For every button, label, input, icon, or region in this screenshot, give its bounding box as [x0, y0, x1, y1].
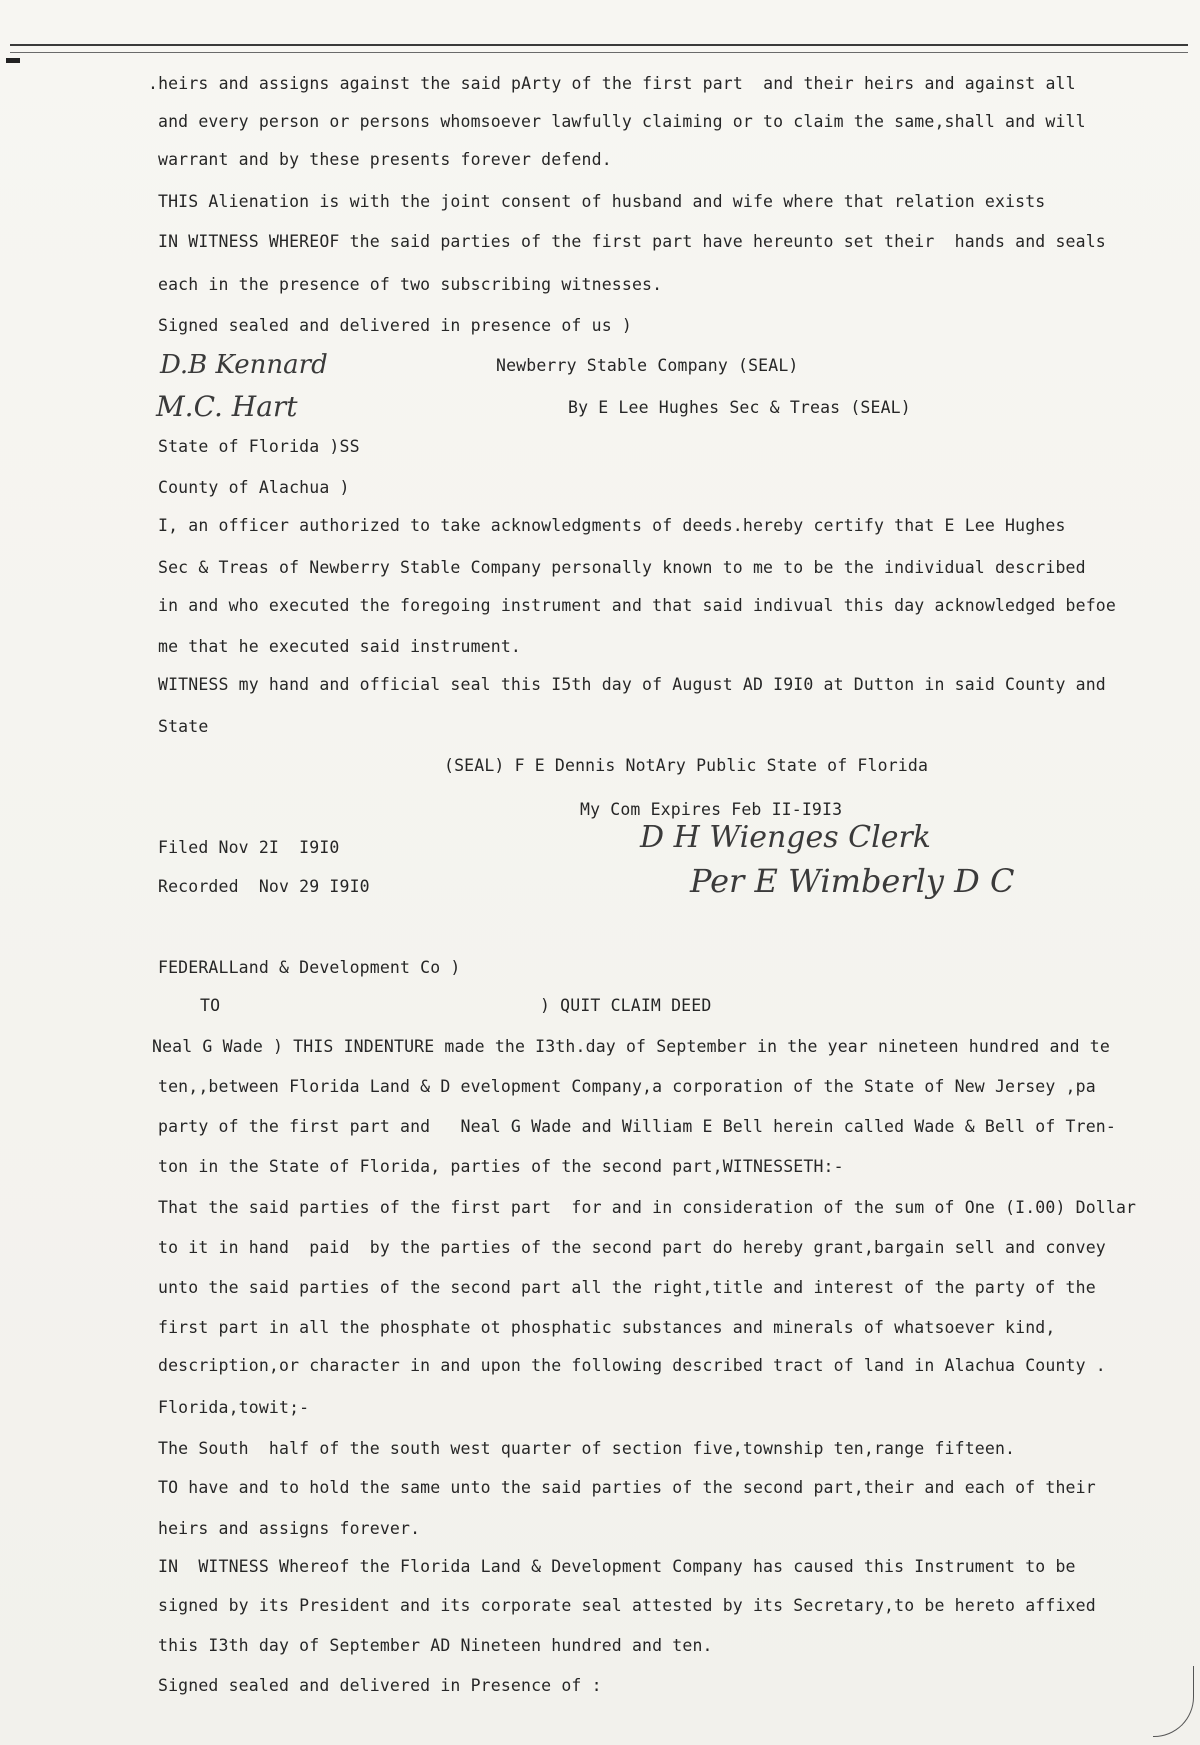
text-line: The South half of the south west quarter of section five,township ten,range fifteen. [158, 1439, 1016, 1458]
text-line: to it in hand paid by the parties of the second part do hereby grant,bargain sell and convey [158, 1238, 1106, 1257]
witness-signature-1: D.B Kennard [160, 350, 328, 380]
top-rule-secondary [10, 52, 1188, 53]
text-line: By E Lee Hughes Sec & Treas (SEAL) [568, 398, 911, 417]
text-line: FEDERALLand & Development Co ) [158, 958, 461, 977]
text-line: heirs and assigns forever. [158, 1519, 421, 1538]
text-line: ) QUIT CLAIM DEED [540, 996, 712, 1015]
text-line: TO have and to hold the same unto the said parties of the second part,their and each of their [158, 1478, 1096, 1497]
text-line: first part in all the phosphate ot phosphatic substances and minerals of whatsoever kind, [158, 1318, 1056, 1337]
text-line: party of the first part and Neal G Wade and William E Bell herein called Wade & Bell of Tren- [158, 1117, 1116, 1136]
text-line: Neal G Wade ) THIS INDENTURE made the I3th.day of September in the year nineteen hundred and te [152, 1037, 1110, 1056]
text-line: My Com Expires Feb II-I9I3 [580, 800, 843, 819]
text-line: unto the said parties of the second part all the right,title and interest of the party of the [158, 1278, 1096, 1297]
text-line: IN WITNESS WHEREOF the said parties of the first part have hereunto set their hands and seals [158, 232, 1106, 251]
text-line: Sec & Treas of Newberry Stable Company personally known to me to be the individual described [158, 558, 1086, 577]
text-line: THIS Alienation is with the joint consent of husband and wife where that relation exists [158, 192, 1046, 211]
text-line: signed by its President and its corporate seal attested by its Secretary,to be hereto affixed [158, 1596, 1096, 1615]
text-line: Signed sealed and delivered in presence of us ) [158, 316, 632, 335]
text-line: this I3th day of September AD Nineteen hundred and ten. [158, 1636, 713, 1655]
text-line: .heirs and assigns against the said pArty of the first part and their heirs and against all [148, 74, 1076, 93]
text-line: IN WITNESS Whereof the Florida Land & Development Company has caused this Instrument to be [158, 1557, 1076, 1576]
deputy-clerk-signature: Per E Wimberly D C [690, 862, 1015, 900]
text-line: Signed sealed and delivered in Presence of : [158, 1676, 602, 1695]
clerk-signature: D H Wienges Clerk [640, 820, 931, 855]
text-line: ten,,between Florida Land & D evelopment Company,a corporation of the State of New Jersey ,pa [158, 1077, 1096, 1096]
top-rule [10, 44, 1188, 46]
text-line: County of Alachua ) [158, 478, 350, 497]
text-line: warrant and by these presents forever defend. [158, 150, 612, 169]
witness-signature-2: M.C. Hart [156, 390, 298, 423]
text-line: Recorded Nov 29 I9I0 [158, 877, 370, 896]
text-line: Newberry Stable Company (SEAL) [496, 356, 799, 375]
text-line: each in the presence of two subscribing witnesses. [158, 275, 663, 294]
text-line: State [158, 717, 209, 736]
text-line: Filed Nov 2I I9I0 [158, 838, 340, 857]
text-line: I, an officer authorized to take acknowledgments of deeds.hereby certify that E Lee Hughes [158, 516, 1066, 535]
text-line: description,or character in and upon the following described tract of land in Alachua County . [158, 1356, 1106, 1375]
page-curl-corner [1153, 1666, 1194, 1737]
text-line: TO [200, 996, 221, 1015]
text-line: WITNESS my hand and official seal this I5th day of August AD I9I0 at Dutton in said County and [158, 675, 1106, 694]
text-line: in and who executed the foregoing instrument and that said indivual this day acknowledged befoe [158, 596, 1116, 615]
text-line: ton in the State of Florida, parties of the second part,WITNESSETH:- [158, 1157, 844, 1176]
margin-mark [6, 58, 20, 63]
text-line: me that he executed said instrument. [158, 637, 522, 656]
text-line: That the said parties of the first part for and in consideration of the sum of One (I.00) Dollar [158, 1198, 1137, 1217]
text-line: and every person or persons whomsoever lawfully claiming or to claim the same,shall and will [158, 112, 1086, 131]
text-line: (SEAL) F E Dennis NotAry Public State of Florida [444, 756, 929, 775]
text-line: Florida,towit;- [158, 1398, 310, 1417]
text-line: State of Florida )SS [158, 437, 360, 456]
